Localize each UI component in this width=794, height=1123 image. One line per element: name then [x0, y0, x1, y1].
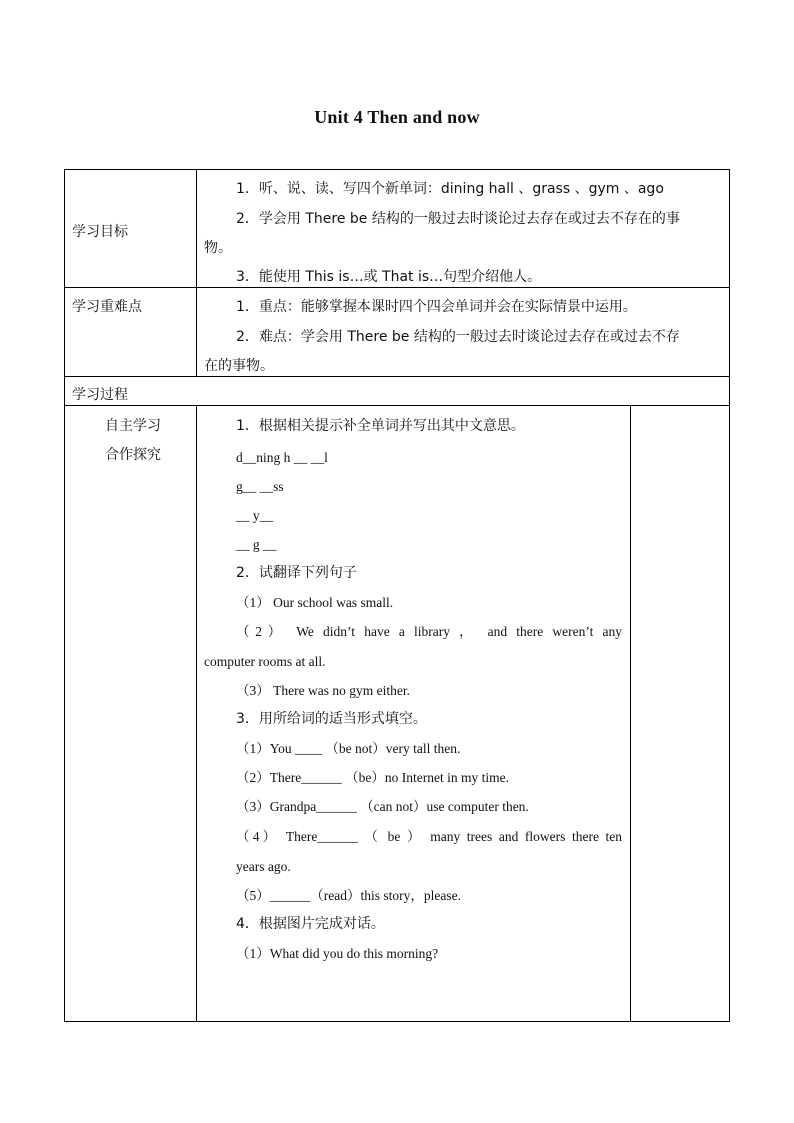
fill-2: （2）There______ （be）no Internet in my time. [236, 770, 509, 785]
cooperative-label: 合作探究 [105, 447, 161, 463]
goals-label: 学习目标 [72, 224, 128, 240]
fill-1: （1）You ____ （be not）very tall then. [236, 741, 461, 756]
fill-4-cont: years ago. [236, 859, 291, 874]
question-1: 1．根据相关提示补全单词并写出其中文意思。 [236, 418, 525, 434]
fill-5: （5）______（read）this story，please. [236, 888, 461, 903]
goals-line-2-cont: 物。 [204, 240, 232, 256]
page-title: Unit 4 Then and now [314, 107, 480, 127]
translate-1: （1） Our school was small. [236, 595, 394, 610]
word-blank-1: d__ning h __ __l [236, 450, 328, 465]
dialogue-1: （1）What did you do this morning? [236, 946, 439, 961]
word-blank-2: g__ __ss [236, 479, 284, 494]
fill-3: （3）Grandpa______ （can not）use computer then. [236, 799, 529, 814]
fill-4: （4） There______ （ be ） many trees and flowers there ten [236, 829, 622, 844]
translate-2: （2） We didn’t have a library ， and there weren’t any [236, 624, 622, 639]
question-2: 2．试翻译下列句子 [236, 565, 357, 581]
col-divider-notes [630, 405, 631, 1022]
goals-line-1: 1．听、说、读、写四个新单词：dining hall 、grass 、gym 、ago [236, 181, 664, 197]
row-divider-2 [64, 376, 730, 377]
keypoints-line-2-cont: 在的事物。 [204, 358, 274, 374]
translate-2-cont: computer rooms at all. [204, 654, 326, 669]
keypoints-line-2: 2．难点：学会用 There be 结构的一般过去时谈论过去存在或过去不存 [236, 329, 680, 345]
table-border-left [64, 169, 65, 1022]
goals-line-3: 3．能使用 This is…或 That is…句型介绍他人。 [236, 269, 542, 285]
word-blank-3: __ y__ [236, 508, 274, 523]
table-border-right [729, 169, 730, 1022]
translate-3: （3） There was no gym either. [236, 683, 410, 698]
keypoints-label: 学习重难点 [72, 299, 142, 315]
process-label: 学习过程 [72, 387, 128, 403]
question-3: 3．用所给词的适当形式填空。 [236, 711, 427, 727]
keypoints-line-1: 1．重点：能够掌握本课时四个四会单词并会在实际情景中运用。 [236, 299, 637, 315]
goals-line-2: 2．学会用 There be 结构的一般过去时谈论过去存在或过去不存在的事 [236, 211, 680, 227]
table-border-top [64, 169, 730, 170]
word-blank-4: __ g __ [236, 537, 277, 552]
row-divider-1 [64, 287, 730, 288]
col-divider-side [196, 405, 197, 1022]
self-study-label: 自主学习 [105, 418, 161, 434]
question-4: 4．根据图片完成对话。 [236, 916, 385, 932]
col-divider-label [196, 169, 197, 377]
